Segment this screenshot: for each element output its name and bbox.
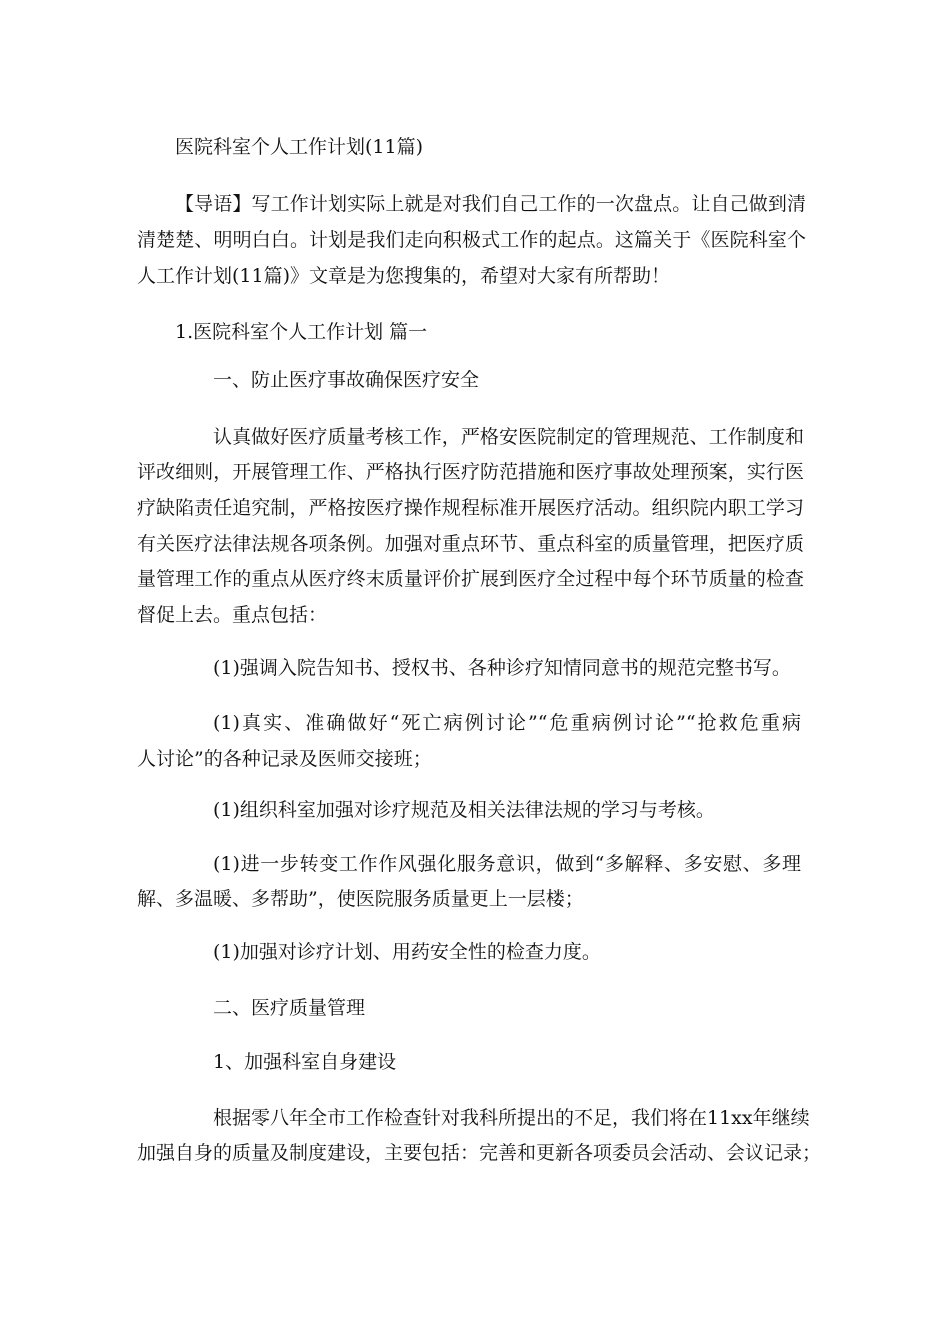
list-item-4-line-2: 解、多温暖、多帮助”，使医院服务质量更上一层楼； bbox=[137, 888, 584, 910]
paragraph-1-line-3: 疗缺陷责任追究制，严格按医疗操作规程标准开展医疗活动。组织院内职工学习 bbox=[137, 497, 804, 519]
paragraph-1-line-1: 认真做好医疗质量考核工作，严格安医院制定的管理规范、工作制度和 bbox=[213, 426, 804, 448]
intro-line-3: 人工作计划(11篇)》文章是为您搜集的，希望对大家有所帮助！ bbox=[137, 265, 671, 287]
list-item-2-line-1: (1)真实、准确做好“死亡病例讨论”“危重病例讨论”“抢救危重病 bbox=[213, 712, 801, 734]
paragraph-2-line-1: 根据零八年全市工作检查针对我科所提出的不足，我们将在11xx年继续 bbox=[213, 1107, 810, 1129]
heading-1: 一、防止医疗事故确保医疗安全 bbox=[213, 369, 480, 391]
paragraph-1-line-4: 有关医疗法律法规各项条例。加强对重点环节、重点科室的质量管理，把医疗质 bbox=[137, 533, 804, 555]
intro-line-1: 【导语】写工作计划实际上就是对我们自己工作的一次盘点。让自己做到清 bbox=[175, 193, 806, 215]
list-item-3: (1)组织科室加强对诊疗规范及相关法律法规的学习与考核。 bbox=[213, 799, 715, 821]
heading-2: 二、医疗质量管理 bbox=[213, 997, 366, 1019]
paragraph-1-line-5: 量管理工作的重点从医疗终末质量评价扩展到医疗全过程中每个环节质量的检查 bbox=[137, 568, 804, 590]
paragraph-1-line-6: 督促上去。重点包括： bbox=[137, 604, 328, 626]
list-item-1: (1)强调入院告知书、授权书、各种诊疗知情同意书的规范完整书写。 bbox=[213, 657, 791, 679]
paragraph-2-line-2: 加强自身的质量及制度建设，主要包括：完善和更新各项委员会活动、会议记录； bbox=[137, 1142, 822, 1164]
list-item-2-line-2: 人讨论”的各种记录及医师交接班； bbox=[137, 748, 432, 770]
list-item-4-line-1: (1)进一步转变工作作风强化服务意识，做到“多解释、多安慰、多理 bbox=[213, 853, 801, 875]
section-title: 1.医院科室个人工作计划 篇一 bbox=[175, 321, 428, 343]
intro-line-2: 清楚楚、明明白白。计划是我们走向积极式工作的起点。这篇关于《医院科室个 bbox=[137, 229, 806, 251]
subheading-1: 1、加强科室自身建设 bbox=[213, 1051, 397, 1073]
list-item-5: (1)加强对诊疗计划、用药安全性的检查力度。 bbox=[213, 941, 601, 963]
document-title: 医院科室个人工作计划(11篇) bbox=[175, 136, 424, 158]
paragraph-1-line-2: 评改细则，开展管理工作、严格执行医疗防范措施和医疗事故处理预案，实行医 bbox=[137, 461, 804, 483]
